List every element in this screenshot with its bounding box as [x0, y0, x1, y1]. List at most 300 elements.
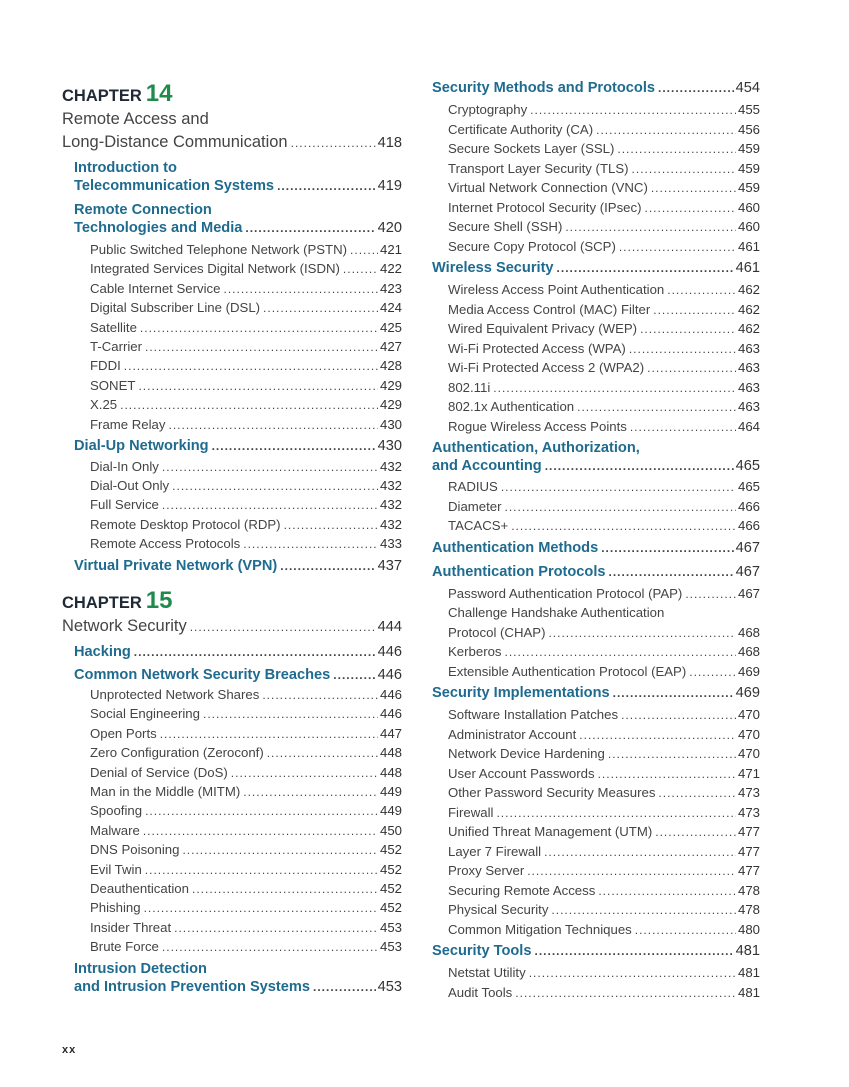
toc-page-number: 430 [377, 438, 402, 454]
toc-section-link[interactable] [74, 438, 402, 454]
toc-subentry[interactable] [448, 399, 760, 414]
toc-entry-title: User Account Passwords [448, 765, 595, 781]
toc-entry-title: Wi-Fi Protected Access (WPA) [448, 340, 626, 356]
dot-leader [653, 303, 736, 317]
toc-subentry[interactable] [448, 644, 760, 659]
toc-page-number: 470 [737, 707, 760, 722]
toc-subentry[interactable] [448, 518, 760, 533]
toc-subentry-line1: Challenge Handshake Authentication [448, 605, 665, 620]
dot-leader [529, 966, 736, 980]
dot-leader [243, 537, 378, 551]
toc-entry-title: Virtual Network Connection (VNC) [448, 180, 648, 195]
toc-subentry[interactable] [448, 122, 760, 137]
toc-entry-title: Unprotected Network Shares [90, 687, 260, 702]
dot-leader [651, 181, 736, 195]
toc-entry-title: Remote Access Protocols [90, 536, 241, 552]
toc-subentry[interactable] [90, 517, 402, 532]
toc-subentry[interactable] [448, 239, 760, 254]
toc-subentry[interactable] [448, 707, 760, 722]
chapter-14-label [62, 80, 402, 108]
toc-subentry[interactable] [448, 664, 760, 679]
toc-entry-title: 802.1x Authentication [448, 399, 575, 414]
toc-section-link[interactable] [432, 260, 760, 276]
toc-subentry[interactable] [448, 282, 760, 297]
toc-subentry[interactable] [448, 766, 760, 781]
toc-subentry[interactable] [448, 102, 760, 117]
toc-entry-title: Dial-In Only [90, 458, 159, 474]
chapter-15-title[interactable] [62, 617, 402, 636]
toc-subentry[interactable] [448, 586, 760, 601]
toc-page-number: 429 [379, 397, 402, 413]
toc-subentry[interactable] [90, 300, 402, 315]
toc-page-number: 463 [737, 399, 760, 414]
toc-entry-title: Secure Copy Protocol (SCP) [448, 238, 616, 254]
toc-page-number: 459 [737, 160, 760, 176]
toc-entry-title: Password Authentication Protocol (PAP) [448, 585, 683, 601]
toc-entry-title: Network Device Hardening [448, 746, 605, 761]
toc-subentry[interactable] [90, 687, 402, 702]
dot-leader [496, 806, 736, 820]
toc-subentry[interactable] [448, 380, 760, 395]
toc-page-number: 446 [377, 666, 402, 683]
toc-subentry[interactable] [90, 842, 402, 857]
toc-entry-title: Remote Desktop Protocol (RDP) [90, 516, 281, 532]
toc-page-number: 464 [737, 418, 760, 434]
toc-entry-title: Extensible Authentication Protocol (EAP) [448, 663, 687, 679]
toc-page-number: 459 [737, 141, 760, 156]
dot-leader [145, 863, 378, 877]
dot-leader [609, 565, 734, 579]
toc-page-number: 473 [737, 785, 760, 800]
chapter-14-title-line2[interactable] [62, 133, 402, 152]
toc-entry-title: Proxy Server [448, 863, 525, 878]
toc-subentry[interactable] [90, 536, 402, 551]
toc-entry-title: Hacking [74, 644, 131, 660]
toc-entry-title: Digital Subscriber Line (DSL) [90, 300, 261, 316]
toc-subentry[interactable] [448, 499, 760, 514]
toc-subentry[interactable] [90, 459, 402, 474]
toc-subentry[interactable] [448, 341, 760, 356]
dot-leader [343, 262, 378, 276]
dot-leader [120, 398, 378, 412]
chapter-number: 15 [145, 587, 173, 614]
toc-subentry[interactable] [90, 726, 402, 741]
toc-entry-title: FDDI [90, 358, 121, 374]
dot-leader [160, 727, 378, 741]
dot-leader [280, 559, 375, 573]
toc-page-number: 471 [737, 765, 760, 781]
toc-entry-title: Zero Configuration (Zeroconf) [90, 745, 264, 761]
toc-subentry[interactable] [90, 765, 402, 780]
toc-page-number: 480 [737, 921, 760, 937]
toc-entry-title: Dial-Up Networking [74, 438, 209, 454]
toc-entry-title: Phishing [90, 900, 141, 916]
toc-subentry[interactable] [448, 844, 760, 859]
toc-page-number: 446 [379, 687, 402, 702]
dot-leader [655, 825, 736, 839]
toc-entry-title: and Intrusion Prevention Systems [74, 978, 310, 995]
dot-leader [144, 901, 378, 915]
toc-entry-title: Integrated Services Digital Network (ISDN) [90, 261, 340, 277]
dot-leader [534, 944, 733, 958]
dot-leader [630, 420, 736, 434]
toc-subentry[interactable] [448, 141, 760, 156]
toc-page-number: 454 [735, 80, 760, 96]
dot-leader [190, 620, 376, 634]
toc-subentry[interactable] [90, 706, 402, 721]
toc-subentry[interactable] [448, 824, 760, 839]
toc-subentry[interactable] [90, 478, 402, 493]
chapter-word: CHAPTER [62, 87, 142, 105]
toc-page-number: 470 [737, 726, 760, 742]
toc-page-number: 452 [379, 861, 402, 877]
dot-leader [145, 340, 378, 354]
toc-entry-title: Malware [90, 822, 140, 838]
toc-page-number: 467 [737, 585, 760, 601]
toc-page-number: 448 [379, 745, 402, 761]
toc-subentry[interactable] [90, 378, 402, 393]
dot-leader [658, 786, 736, 800]
toc-page-number: 478 [737, 902, 760, 917]
toc-subentry[interactable] [448, 360, 760, 375]
toc-page-number: 468 [737, 644, 760, 659]
dot-leader [577, 400, 736, 414]
toc-subentry[interactable] [448, 180, 760, 195]
dot-leader [635, 923, 736, 937]
dot-leader [601, 541, 733, 555]
dot-leader [548, 626, 736, 640]
toc-page-number: 481 [737, 984, 760, 1000]
toc-page-number: 477 [737, 824, 760, 839]
toc-entry-title: Securing Remote Access [448, 882, 596, 898]
chapter-word: CHAPTER [62, 594, 142, 612]
toc-entry-title: Technologies and Media [74, 220, 243, 236]
toc-subentry[interactable] [90, 281, 402, 296]
toc-entry-title: Netstat Utility [448, 965, 526, 980]
toc-subentry[interactable] [90, 881, 402, 896]
dot-leader [182, 843, 378, 857]
toc-entry-title: Administrator Account [448, 726, 577, 742]
chapter-15-label [62, 587, 402, 615]
toc-subentry[interactable] [448, 302, 760, 317]
dot-leader [134, 645, 376, 659]
toc-page-number: 478 [737, 882, 760, 898]
toc-entry-title: Deauthentication [90, 881, 189, 896]
dot-leader [501, 480, 736, 494]
toc-subentry[interactable] [90, 417, 402, 432]
toc-entry-title: Spoofing [90, 803, 143, 819]
dot-leader [598, 884, 736, 898]
toc-page-number: 465 [735, 458, 760, 474]
toc-entry-title: Social Engineering [90, 706, 200, 722]
dot-leader [640, 322, 736, 336]
toc-subentry[interactable] [90, 862, 402, 877]
toc-subentry[interactable] [90, 358, 402, 373]
toc-page-number: 453 [377, 978, 402, 995]
toc-page-number: 419 [377, 178, 402, 194]
dot-leader [140, 321, 378, 335]
dot-leader [632, 162, 736, 176]
toc-page-number: 421 [379, 242, 402, 257]
toc-subentry[interactable] [448, 805, 760, 820]
dot-leader [579, 728, 736, 742]
toc-subentry[interactable] [90, 939, 402, 954]
chapter-14-title-line1: Remote Access and [62, 110, 209, 128]
dot-leader [530, 103, 736, 117]
toc-subentry[interactable] [90, 339, 402, 354]
toc-page-number: 448 [379, 764, 402, 780]
toc-entry-title: RADIUS [448, 479, 498, 494]
toc-page-number: 444 [377, 619, 402, 635]
toc-subentry[interactable] [448, 902, 760, 917]
toc-page-number: 467 [735, 563, 760, 580]
dot-leader [277, 179, 376, 193]
dot-leader [192, 882, 378, 896]
toc-entry-title: Open Ports [90, 725, 157, 741]
toc-page-number: 452 [379, 842, 402, 858]
toc-subentry[interactable] [448, 746, 760, 761]
toc-entry-title: Internet Protocol Security (IPsec) [448, 199, 642, 215]
toc-entry-title: Evil Twin [90, 861, 142, 877]
toc-section-link[interactable] [432, 943, 760, 959]
dot-leader [557, 261, 734, 275]
toc-section-link[interactable] [74, 979, 402, 995]
toc-subentry[interactable] [448, 985, 760, 1000]
toc-entry-title: Telecommunication Systems [74, 178, 275, 194]
toc-page-number: 470 [737, 746, 760, 761]
dot-leader [689, 665, 736, 679]
toc-entry-title: Media Access Control (MAC) Filter [448, 301, 651, 317]
dot-leader [350, 243, 378, 257]
toc-page-number: 452 [379, 881, 402, 896]
toc-subentry[interactable] [448, 419, 760, 434]
toc-entry-title: Long-Distance Communication [62, 133, 288, 151]
toc-subentry[interactable] [448, 200, 760, 215]
toc-page-number: 481 [735, 943, 760, 959]
toc-entry-title: Audit Tools [448, 984, 513, 1000]
toc-entry-title: Diameter [448, 498, 502, 514]
toc-section-link[interactable] [432, 564, 760, 580]
dot-leader [168, 418, 378, 432]
toc-entry-title: Frame Relay [90, 416, 166, 432]
toc-page-number: 455 [737, 102, 760, 117]
toc-page-number: 473 [737, 804, 760, 820]
toc-subentry[interactable] [90, 397, 402, 412]
dot-leader [527, 864, 736, 878]
dot-leader [658, 81, 734, 95]
toc-subentry[interactable] [90, 242, 402, 257]
dot-leader [162, 498, 378, 512]
toc-subentry[interactable] [448, 161, 760, 176]
toc-page-number: 449 [379, 784, 402, 799]
dot-leader [619, 240, 736, 254]
dot-leader [172, 479, 378, 493]
toc-entry-title: Firewall [448, 804, 494, 820]
toc-section-link[interactable] [432, 458, 760, 474]
dot-leader [551, 903, 736, 917]
toc-entry-title: T-Carrier [90, 339, 143, 354]
toc-entry-title: Security Methods and Protocols [432, 80, 655, 96]
toc-subentry[interactable] [448, 965, 760, 980]
toc-page-number: 467 [735, 539, 760, 556]
toc-section-line1: Introduction to [74, 160, 177, 176]
toc-entry-title: Dial-Out Only [90, 477, 170, 493]
toc-section-link[interactable] [432, 685, 760, 701]
toc-entry-title: TACACS+ [448, 518, 509, 533]
toc-subentry[interactable] [448, 785, 760, 800]
toc-entry-title: and Accounting [432, 458, 542, 474]
toc-section-link[interactable] [74, 220, 402, 236]
dot-leader [565, 220, 736, 234]
toc-section-link[interactable] [432, 540, 760, 556]
toc-section-line1: Remote Connection [74, 202, 212, 218]
toc-subentry[interactable] [448, 321, 760, 336]
dot-leader [138, 379, 378, 393]
toc-subentry[interactable] [90, 803, 402, 818]
dot-leader [143, 824, 378, 838]
dot-leader [511, 519, 736, 533]
toc-entry-title: Cable Internet Service [90, 280, 221, 296]
toc-page-number: 460 [737, 219, 760, 234]
toc-entry-title: Cryptography [448, 102, 528, 117]
toc-entry-title: Protocol (CHAP) [448, 624, 546, 640]
toc-entry-title: Common Network Security Breaches [74, 666, 331, 683]
toc-subentry[interactable] [448, 922, 760, 937]
toc-section-link[interactable] [74, 644, 402, 660]
dot-leader [262, 688, 378, 702]
dot-leader [515, 986, 736, 1000]
toc-subentry[interactable] [448, 479, 760, 494]
toc-entry-title: 802.11i [448, 379, 491, 395]
dot-leader [505, 645, 736, 659]
toc-page-number: 466 [737, 518, 760, 533]
toc-page-number: 430 [379, 416, 402, 432]
toc-page-number: 469 [737, 663, 760, 679]
dot-leader [124, 359, 378, 373]
toc-subentry[interactable] [448, 863, 760, 878]
toc-page-number: 477 [737, 843, 760, 859]
toc-subentry[interactable] [90, 745, 402, 760]
toc-entry-title: Insider Threat [90, 919, 172, 935]
dot-leader [493, 381, 736, 395]
toc-entry-title: Software Installation Patches [448, 707, 619, 722]
toc-section-link[interactable] [74, 178, 402, 194]
toc-section-link[interactable] [74, 667, 402, 683]
dot-leader [174, 921, 378, 935]
toc-entry-title: Physical Security [448, 902, 549, 917]
toc-subentry[interactable] [448, 625, 760, 640]
toc-page-number: 427 [379, 339, 402, 354]
toc-entry-title: X.25 [90, 397, 118, 413]
dot-leader [313, 980, 376, 994]
dot-leader [333, 668, 375, 682]
toc-page-number: 429 [379, 377, 402, 393]
toc-page-number: 481 [737, 965, 760, 980]
toc-page-number: 463 [737, 360, 760, 375]
toc-entry-title: Layer 7 Firewall [448, 843, 542, 859]
dot-leader [203, 707, 378, 721]
toc-page-number: 462 [737, 321, 760, 336]
toc-entry-title: Public Switched Telephone Network (PSTN) [90, 242, 348, 257]
dot-leader [263, 301, 378, 315]
toc-page-number: 463 [737, 379, 760, 395]
chapter-number: 14 [145, 80, 173, 107]
toc-section-link[interactable] [432, 80, 760, 96]
dot-leader [245, 221, 375, 235]
toc-page-number: 432 [379, 516, 402, 532]
dot-leader [212, 439, 376, 453]
toc-entry-title: Security Implementations [432, 685, 610, 701]
toc-entry-title: Rogue Wireless Access Points [448, 418, 627, 434]
toc-page-number: 461 [737, 238, 760, 254]
toc-page-number: 453 [379, 939, 402, 955]
toc-page-number: 462 [737, 282, 760, 297]
toc-page-number: 469 [735, 685, 760, 701]
toc-page-number: 420 [377, 220, 402, 236]
toc-page-number: 425 [379, 319, 402, 335]
toc-subentry[interactable] [90, 823, 402, 838]
toc-entry-title: Wireless Access Point Authentication [448, 282, 665, 297]
toc-subentry[interactable] [90, 784, 402, 799]
toc-page-number: 437 [377, 557, 402, 574]
dot-leader [613, 686, 734, 700]
dot-leader [145, 804, 378, 818]
toc-page-number: 459 [737, 180, 760, 195]
toc-section-link[interactable] [74, 558, 402, 574]
toc-page-number: 463 [737, 340, 760, 356]
toc-page-number: 453 [379, 919, 402, 935]
toc-page-number: 462 [737, 301, 760, 317]
toc-subentry[interactable] [90, 497, 402, 512]
toc-page-number: 468 [737, 624, 760, 640]
dot-leader [243, 785, 378, 799]
dot-leader [231, 766, 378, 780]
dot-leader [667, 283, 736, 297]
dot-leader [267, 746, 378, 760]
toc-page-number: 446 [377, 644, 402, 660]
dot-leader [645, 201, 736, 215]
dot-leader [545, 459, 734, 473]
toc-entry-title: Common Mitigation Techniques [448, 921, 632, 937]
toc-subentry[interactable] [90, 261, 402, 276]
toc-page-number: 450 [379, 822, 402, 838]
toc-entry-title: Authentication Methods [432, 539, 599, 556]
toc-subentry[interactable] [90, 920, 402, 935]
dot-leader [223, 282, 378, 296]
toc-page-number: 432 [379, 477, 402, 493]
toc-entry-title: Secure Shell (SSH) [448, 219, 563, 234]
toc-page-number: 447 [379, 725, 402, 741]
dot-leader [647, 361, 736, 375]
toc-page-number: 422 [379, 261, 402, 277]
toc-subentry[interactable] [90, 900, 402, 915]
toc-entry-title: Unified Threat Management (UTM) [448, 824, 653, 839]
toc-entry-title: Brute Force [90, 939, 159, 955]
toc-subentry[interactable] [448, 219, 760, 234]
toc-entry-title: SONET [90, 377, 136, 393]
toc-subentry[interactable] [448, 727, 760, 742]
toc-page-number: 460 [737, 199, 760, 215]
dot-leader [284, 518, 378, 532]
toc-subentry[interactable] [448, 883, 760, 898]
page-number: xx [62, 1044, 77, 1056]
toc-subentry[interactable] [90, 320, 402, 335]
dot-leader [544, 845, 736, 859]
dot-leader [621, 708, 736, 722]
toc-section-line1: Authentication, Authorization, [432, 440, 640, 456]
toc-entry-title: Full Service [90, 497, 159, 513]
toc-page-number: 477 [737, 863, 760, 878]
